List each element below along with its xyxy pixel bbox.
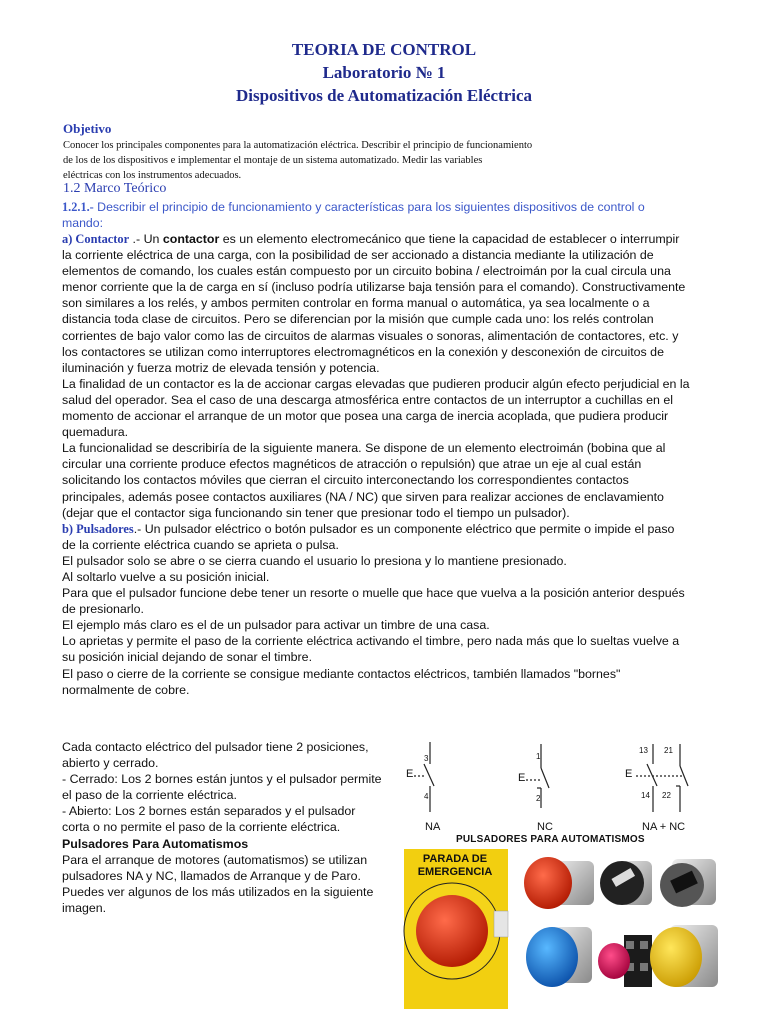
terminal-1: 1 [536,752,541,761]
pulsadores-paragraph-5: El ejemplo más claro es el de un pulsador para activar un timbre de una casa. [62,618,490,633]
nc-e-label: E [518,772,526,784]
terminal-13: 13 [639,746,648,755]
terminal-14: 14 [641,791,650,800]
terminal-2: 2 [536,794,541,803]
pulsadores-text: .- Un pulsador eléctrico o botón pulsador es un componente eléctrico que permite o impide el paso de la corriente eléctrica cuando se aprieta o pulsa. [62,521,675,552]
na-e-label: E [406,768,414,780]
objetivo-line: Conocer los principales componentes para la automatización eléctrica. Describir el principio de funcionamiento [63,140,533,151]
contactor-term: contactor [162,232,220,246]
question-text: Describir el principio de funcionamiento y características para los siguientes dispositivos de control o mando: [62,200,645,230]
objetivo-heading: Objetivo [63,121,112,136]
pulsadores-label: b) Pulsadores [62,521,134,536]
pushbutton-symbols-figure [396,738,706,838]
contactor-lead: .- Un [129,232,163,246]
automatismos-paragraph: Para el arranque de motores (automatismos) se utilizan pulsadores NA y NC, llamados de Arranque y de Paro. [62,852,368,883]
image-reference-paragraph: Puedes ver algunos de los más utilizados en la siguiente imagen. [62,884,374,915]
contactor-paragraph-2: La finalidad de un contactor es la de accionar cargas elevadas que pudieren producir algún efecto perjudicial en la salud del operador. Sea el caso de una descarga atmosférica entre contactos de un interruptor a cuchillas en el momento de accionar el arranque de un motor que posea una carga de inercia acoplada, que pudiera producir quemadura. [62,376,690,440]
contactor-text: es un elemento electromecánico que tiene la capacidad de establecer o interrumpir la corriente eléctrica de una carga, con la posibilidad de ser accionado a distancia mediante la utilización de elementos de comando, los cuales están compuesto por un circuito bobina / electroimán por la cual circula una menor corriente que la de carga en sí (incluso podría utilizarse baja tensión para el comando). Constructivamente son similares a los relés, y ambos permiten controlar en forma manual o automática, ya sea localmente o a distancia toda clase de circuitos. Pero se diferencian por la misión que cumple cada uno: los relés controlan corrientes de bajo valor como las de circuitos de alarmas visuales o sonoras, alimentación de contactores, etc. y los contactores se utilizan como interruptores electromagnéticos en la conexión y desconexión de circuitos de iluminación y fuerza motriz de elevada tensión y potencia. [62,232,686,375]
nanc-caption: NA + NC [642,821,686,833]
pulsadores-paragraph-3: Al soltarlo vuelve a su posición inicial. [62,569,270,584]
nanc-e-label: E [625,768,633,780]
terminal-4: 4 [424,792,429,801]
pulsadores-paragraph-6: Lo aprietas y permite el paso de la corriente eléctrica activando el timbre, pero nada más que lo sueltas vuelve a su posición inicial dejando de sonar el timbre. [62,634,680,665]
objetivo-text [63,138,663,183]
pulsadores-paragraph [62,521,690,553]
marco-teorico-heading: 1.2 Marco Teórico [63,181,167,196]
course-title: TEORIA DE CONTROL [291,40,477,59]
nc-caption: NC [537,821,553,833]
objetivo-line: de los de los dispositivos e implementar el montaje de un sistema automatizado. Medir las variables [63,155,483,166]
open-paragraph: - Abierto: Los 2 bornes están separados y el pulsador corta o no permite el paso de la corriente eléctrica. [62,804,356,835]
pulsadores-paragraph-7: El paso o cierre de la corriente se consigue mediante contactos eléctricos, también llamados "bornes" normalmente de cobre. [62,666,621,697]
question-1-2-1 [62,199,674,231]
pulsadores-paragraph-4: Para que el pulsador funcione debe tener un resorte o muelle que hace que vuelva a la posición anterior después de presionarlo. [62,586,685,617]
terminal-3: 3 [424,754,429,763]
lab-number: Laboratorio № 1 [322,63,446,82]
main-body-text [62,231,690,698]
closed-paragraph: - Cerrado: Los 2 bornes están juntos y el pulsador permite el paso de la corriente eléctrica. [62,772,382,803]
contactor-label: a) Contactor [62,232,130,246]
photo-title: PULSADORES PARA AUTOMATISMOS [456,834,645,845]
contactor-paragraph [62,231,690,376]
lab-topic: Dispositivos de Automatización Eléctrica [235,86,533,105]
title-block [0,38,768,107]
na-caption: NA [425,821,441,833]
positions-paragraph: Cada contacto eléctrico del pulsador tiene 2 posiciones, abierto y cerrado. [62,740,369,771]
terminal-21: 21 [664,746,673,755]
automatismos-heading: Pulsadores Para Automatismos [62,836,249,851]
contact-positions-text [62,739,382,916]
pushbutton-photos [402,845,720,1013]
pulsadores-paragraph-2: El pulsador solo se abre o se cierra cuando el usuario lo presiona y lo mantiene presionado. [62,553,567,568]
objetivo-line: eléctricas con los instrumentos adecuados. [63,170,242,181]
question-number: 1.2.1.- [62,200,94,214]
emergency-sign-text: PARADA DE EMERGENCIA [417,853,493,878]
terminal-22: 22 [662,791,671,800]
contactor-paragraph-3: La funcionalidad se describiría de la siguiente manera. Se dispone de un elemento electroimán (bobina que al circular una corriente produce efectos magnéticos de atracción o repulsión) que atrae un eje al cual están solicitando los contactos móviles que cierran el circuito interconectando los correspondientes contactos principales, además posee contactos auxiliares (NA / NC) que sirven para realizar acciones de enclavamiento (dejar que el contactor siga funcionando sin tener que presionar todo el tiempo un pulsador). [62,441,666,520]
